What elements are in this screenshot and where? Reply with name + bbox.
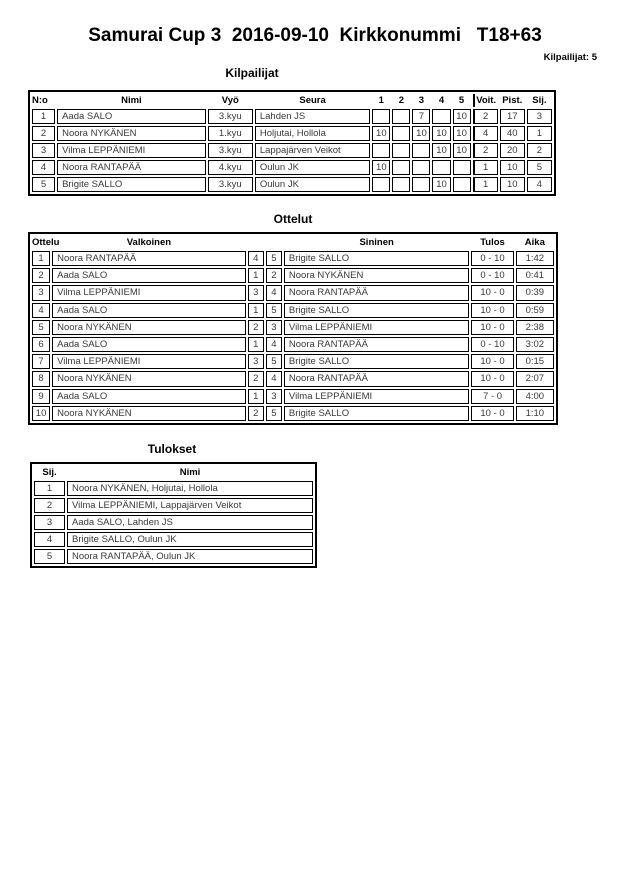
cell: 1:42 <box>516 251 554 266</box>
cell: Noora NYKÄNEN <box>52 406 246 421</box>
cell: 2 <box>248 371 264 386</box>
cell: Aada SALO <box>52 389 246 404</box>
column-header: 1 <box>378 95 384 106</box>
cell: Noora RANTAPÄÄ, Oulun JK <box>67 549 313 564</box>
cell: 5 <box>266 406 282 421</box>
cell: 8 <box>32 371 50 386</box>
cell: 3 <box>32 143 55 158</box>
table-row <box>34 481 313 496</box>
cell: Brigite SALLO <box>284 251 469 266</box>
cell: 4 <box>248 251 264 266</box>
cell: 7 <box>32 354 50 369</box>
cell: 7 <box>412 109 430 124</box>
table-row <box>32 109 552 124</box>
cell: 1 <box>32 251 50 266</box>
cell: Brigite SALLO, Oulun JK <box>67 532 313 547</box>
cell: 5 <box>266 303 282 318</box>
cell: 10 - 0 <box>471 354 513 369</box>
column-header: 2 <box>398 95 405 106</box>
cell: 0 - 10 <box>471 268 513 283</box>
cell: 0:41 <box>516 268 554 283</box>
table-row <box>32 160 552 175</box>
cell <box>392 109 410 124</box>
cell: 4 <box>527 177 552 192</box>
cell: 4 <box>34 532 65 547</box>
competitors-count: Kilpailijat: 5 <box>543 52 597 63</box>
cell: 3 <box>527 109 552 124</box>
cell: 0 - 10 <box>471 337 513 352</box>
cell: 10 <box>500 160 525 175</box>
cell: 10 - 0 <box>471 371 513 386</box>
cell: 3.kyu <box>208 143 253 158</box>
cell: 10 <box>453 126 471 141</box>
cell: 5 <box>34 549 65 564</box>
cell: 9 <box>32 389 50 404</box>
cell: 10 <box>432 143 450 158</box>
cell: 6 <box>32 337 50 352</box>
cell: 1.kyu <box>208 126 253 141</box>
competitors-table <box>28 90 556 196</box>
cell <box>392 177 410 192</box>
column-header: Vyö <box>221 95 239 106</box>
table-header-row <box>34 466 313 479</box>
cell: 3 <box>248 285 264 300</box>
cell: 3 <box>266 389 282 404</box>
cell: Aada SALO <box>52 337 246 352</box>
cell: Vilma LEPPÄNIEMI, Lappajärven Veikot <box>67 498 313 513</box>
matches-table <box>28 232 558 425</box>
table-row <box>32 268 554 283</box>
cell: Vilma LEPPÄNIEMI <box>284 389 469 404</box>
cell: Aada SALO <box>57 109 206 124</box>
cell: 4 <box>32 303 50 318</box>
column-header: Pist. <box>502 95 523 106</box>
cell: 2 <box>248 320 264 335</box>
table-row <box>32 251 554 266</box>
column-header: Tulos <box>480 237 505 248</box>
column-header: Aika <box>524 237 545 248</box>
cell: 3:02 <box>516 337 554 352</box>
table-row <box>32 406 554 421</box>
table-row <box>32 177 552 192</box>
cell <box>372 109 390 124</box>
cell: 10 <box>432 177 450 192</box>
column-header: Nimi <box>121 95 142 106</box>
column-header <box>266 236 282 249</box>
page-title: Samurai Cup 3 2016-09-10 Kirkkonummi T18+63 <box>88 25 542 46</box>
cell: 5 <box>32 177 55 192</box>
cell <box>372 177 390 192</box>
cell: 1:10 <box>516 406 554 421</box>
table-row <box>32 320 554 335</box>
cell <box>412 160 430 175</box>
table-row <box>34 515 313 530</box>
cell <box>412 177 430 192</box>
cell: 10 <box>32 406 50 421</box>
cell: 20 <box>500 143 525 158</box>
cell: 4 <box>266 371 282 386</box>
table-row <box>32 371 554 386</box>
cell: Noora NYKÄNEN <box>52 371 246 386</box>
cell: Noora RANTAPÄÄ <box>284 337 469 352</box>
cell: Noora NYKÄNEN <box>52 320 246 335</box>
cell <box>432 109 450 124</box>
column-header: 3 <box>418 95 425 106</box>
cell: Noora NYKÄNEN <box>57 126 206 141</box>
cell: 3.kyu <box>208 109 253 124</box>
cell: 5 <box>32 320 50 335</box>
cell: 10 - 0 <box>471 285 513 300</box>
cell: Noora NYKÄNEN, Holjutai, Hollola <box>67 481 313 496</box>
cell: 4 <box>266 285 282 300</box>
column-header: Sij. <box>42 467 57 478</box>
cell: Brigite SALLO <box>284 354 469 369</box>
cell: 4 <box>32 160 55 175</box>
cell: Oulun JK <box>255 160 370 175</box>
cell: Brigite SALLO <box>57 177 206 192</box>
cell: 3 <box>248 354 264 369</box>
cell: 2 <box>473 109 498 124</box>
column-header: Seura <box>299 95 326 106</box>
results-table <box>30 462 317 568</box>
cell: 2:07 <box>516 371 554 386</box>
cell: Noora RANTAPÄÄ <box>52 251 246 266</box>
cell: 0:15 <box>516 354 554 369</box>
column-header: Sij. <box>532 95 547 106</box>
cell: 0 - 10 <box>471 251 513 266</box>
cell: Brigite SALLO <box>284 406 469 421</box>
cell: 10 <box>500 177 525 192</box>
cell: 1 <box>473 177 498 192</box>
column-header: 5 <box>458 95 465 106</box>
cell: 1 <box>527 126 552 141</box>
table-header-row <box>32 236 554 249</box>
cell: 1 <box>248 268 264 283</box>
cell: 1 <box>248 337 264 352</box>
cell: 5 <box>266 251 282 266</box>
table-row <box>34 549 313 564</box>
cell: 0:59 <box>516 303 554 318</box>
table-row <box>32 354 554 369</box>
cell: Aada SALO <box>52 303 246 318</box>
cell: Vilma LEPPÄNIEMI <box>57 143 206 158</box>
cell <box>432 160 450 175</box>
cell: 2 <box>32 126 55 141</box>
cell <box>392 143 410 158</box>
cell: 5 <box>266 354 282 369</box>
cell: Lahden JS <box>255 109 370 124</box>
table-row <box>32 126 552 141</box>
column-header: 4 <box>438 95 445 106</box>
cell: 10 <box>432 126 450 141</box>
cell: 10 <box>412 126 430 141</box>
cell: Vilma LEPPÄNIEMI <box>284 320 469 335</box>
cell: 4:00 <box>516 389 554 404</box>
cell: 3 <box>34 515 65 530</box>
cell <box>412 143 430 158</box>
cell <box>453 177 471 192</box>
cell: 10 <box>372 160 390 175</box>
cell: 0:39 <box>516 285 554 300</box>
cell: 2 <box>473 143 498 158</box>
cell: 2 <box>527 143 552 158</box>
cell: 4.kyu <box>208 160 253 175</box>
cell: Aada SALO <box>52 268 246 283</box>
cell: Brigite SALLO <box>284 303 469 318</box>
cell: Noora NYKÄNEN <box>284 268 469 283</box>
cell <box>372 143 390 158</box>
cell: 4 <box>473 126 498 141</box>
column-header: Voit. <box>473 94 498 107</box>
column-header: Valkoinen <box>126 237 172 248</box>
cell: 2 <box>248 406 264 421</box>
cell: 3.kyu <box>208 177 253 192</box>
cell: 1 <box>473 160 498 175</box>
cell: 2 <box>32 268 50 283</box>
cell: Holjutai, Hollola <box>255 126 370 141</box>
cell: 2:38 <box>516 320 554 335</box>
column-header: Sininen <box>359 237 394 248</box>
cell: 4 <box>266 337 282 352</box>
table-row <box>32 303 554 318</box>
cell <box>453 160 471 175</box>
cell: Vilma LEPPÄNIEMI <box>52 285 246 300</box>
table-row <box>34 498 313 513</box>
column-header <box>248 236 264 249</box>
cell: 10 <box>453 109 471 124</box>
results-section-heading: Tulokset <box>147 442 197 456</box>
cell: Noora RANTAPÄÄ <box>284 285 469 300</box>
cell: Noora RANTAPÄÄ <box>57 160 206 175</box>
cell: 10 - 0 <box>471 320 513 335</box>
cell: Vilma LEPPÄNIEMI <box>52 354 246 369</box>
cell: Noora RANTAPÄÄ <box>284 371 469 386</box>
table-row <box>32 143 552 158</box>
cell: 5 <box>527 160 552 175</box>
table-row <box>32 389 554 404</box>
cell: 40 <box>500 126 525 141</box>
cell: 1 <box>34 481 65 496</box>
cell: 7 - 0 <box>471 389 513 404</box>
cell: 17 <box>500 109 525 124</box>
cell: 1 <box>32 109 55 124</box>
cell: 1 <box>248 303 264 318</box>
column-header: N:o <box>32 95 48 106</box>
cell: 2 <box>266 268 282 283</box>
table-header-row <box>32 94 552 107</box>
table-row <box>32 337 554 352</box>
cell <box>392 160 410 175</box>
cell: Oulun JK <box>255 177 370 192</box>
table-row <box>34 532 313 547</box>
matches-section-heading: Ottelut <box>273 212 313 226</box>
cell: 3 <box>32 285 50 300</box>
cell: 1 <box>248 389 264 404</box>
cell: 10 <box>372 126 390 141</box>
cell: 3 <box>266 320 282 335</box>
column-header: Ottelu <box>32 237 60 248</box>
competitors-section-heading: Kilpailijat <box>225 66 279 80</box>
cell: Aada SALO, Lahden JS <box>67 515 313 530</box>
cell <box>392 126 410 141</box>
column-header: Nimi <box>179 467 201 478</box>
table-row <box>32 285 554 300</box>
cell: 10 - 0 <box>471 406 513 421</box>
cell: 2 <box>34 498 65 513</box>
cell: Lappajärven Veikot <box>255 143 370 158</box>
cell: 10 <box>453 143 471 158</box>
cell: 10 - 0 <box>471 303 513 318</box>
